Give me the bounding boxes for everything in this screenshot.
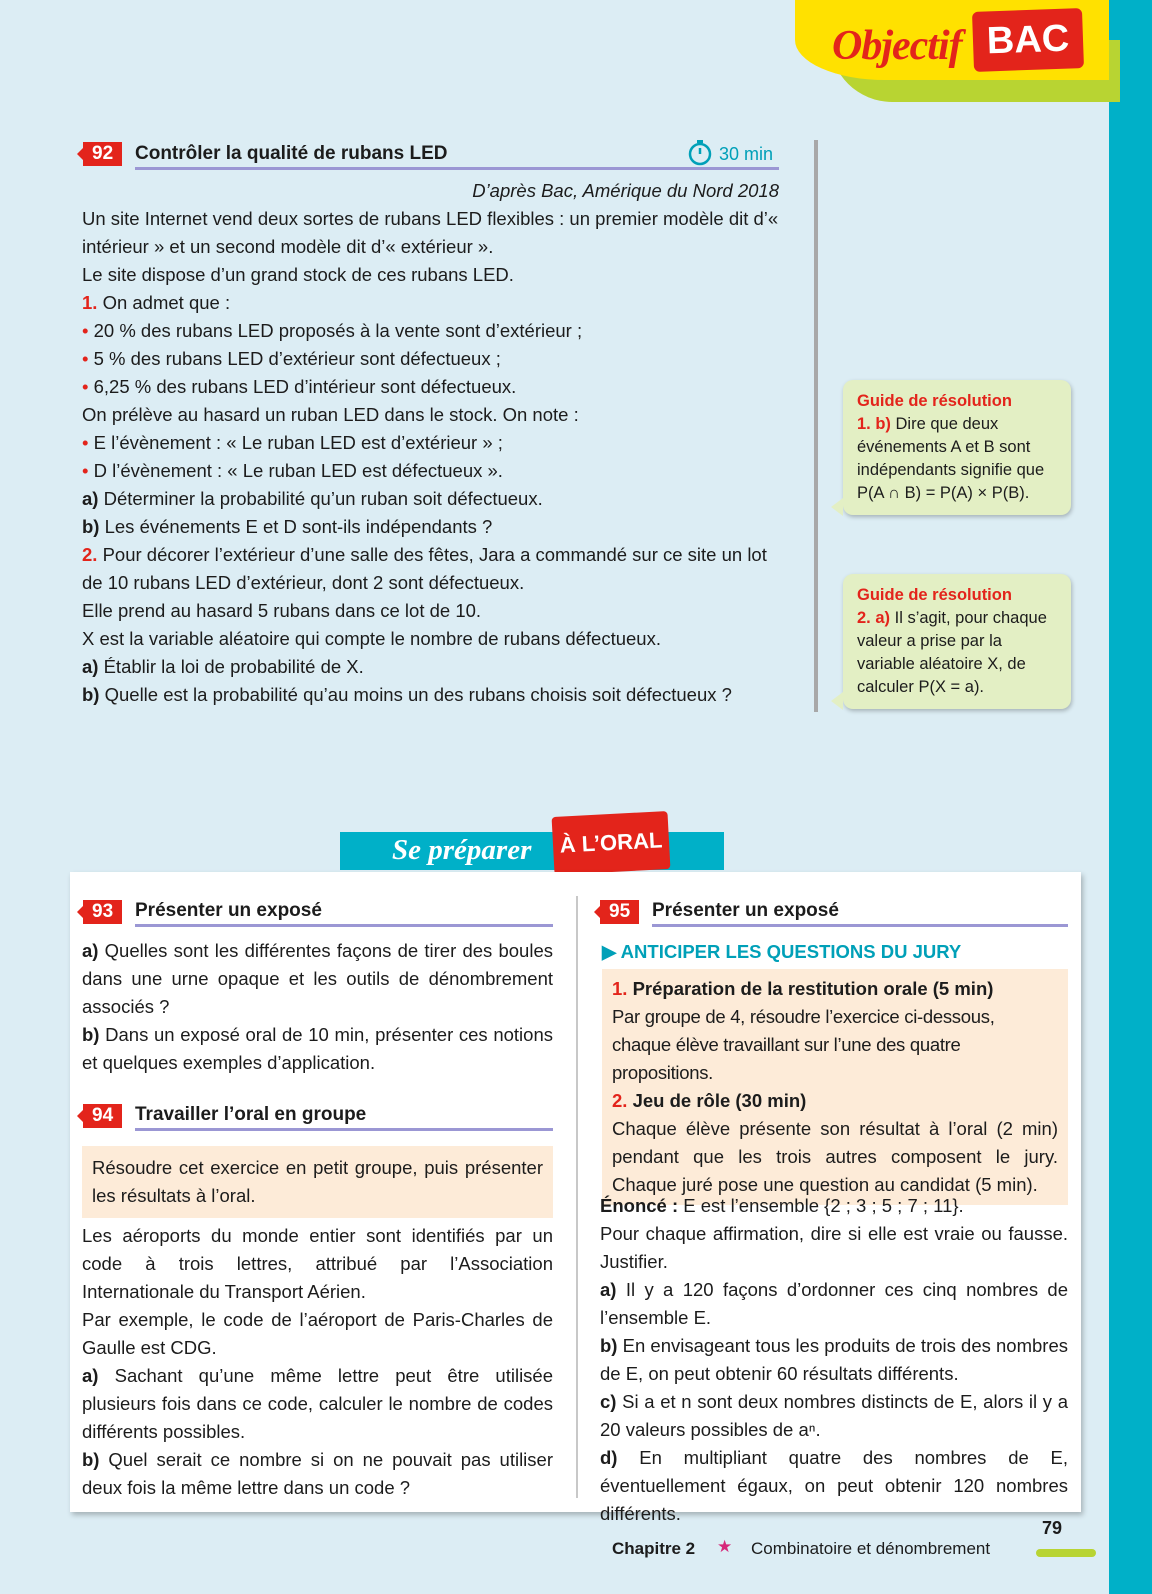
ex94-underline [135,1128,553,1131]
ex92-q2b: b) Quelle est la probabilité qu’au moins un des rubans choisis soit défectueux ? [82,684,732,705]
guide-box-2 [843,574,1071,709]
card-column-divider [576,896,578,1498]
ex92-intro1: Un site Internet vend deux sortes de rubans LED flexibles : un premier modèle dit d’« intérieur » et un second modèle dit d’« extérieur ». [82,208,779,257]
guide-formula: P(A ∩ B) = P(A) × P(B). [857,484,1030,502]
bullet-icon: • [82,320,89,341]
guide-text: Dire que deux événements A et B sont indépendants signifie que [857,415,1045,479]
ex92-q1b: b) Les événements E et D sont-ils indépendants ? [82,516,493,537]
bullet-icon: • [82,376,89,397]
ex92-bullet: • 20 % des rubans LED proposés à la vente sont d’extérieur ; [82,320,583,341]
ex92-source: D’après Bac, Amérique du Nord 2018 [472,180,779,201]
ex93-body: a) Quelles sont les différentes façons de tirer des boules dans une urne opaque et les outils de dénombrement associés ? b) Dans un exposé oral de 10 min, présenter ces notions et quelques exemples d’application. [82,940,553,1073]
ex94-title: Travailler l’oral en groupe [135,1104,367,1125]
ex94-number: 94 [83,1104,122,1128]
guide-text: Il s’agit, pour chaque valeur a prise par la variable aléatoire X, de calculer [857,609,1047,696]
banner-bac: BAC [972,8,1084,72]
side-color-bar [1109,0,1152,1594]
ex92-q1a: a) Déterminer la probabilité qu’un ruban soit défectueux. [82,488,543,509]
ex92-q2-line3: X est la variable aléatoire qui compte le nombre de rubans défectueux. [82,628,661,649]
ex94-instruction-box: Résoudre cet exercice en petit groupe, puis présenter les résultats à l’oral. [82,1146,553,1218]
footer-chapter: Chapitre 2 [612,1539,696,1558]
oral-header-badge: À L’ORAL [552,811,671,875]
ex92-intro2: Le site dispose d’un grand stock de ces rubans LED. [82,264,514,285]
guide-title: Guide de résolution [857,392,1012,410]
ex92-event: • D l’évènement : « Le ruban LED est défectueux ». [82,460,503,481]
bullet-icon: • [82,460,89,481]
ex92-duration: 30 min [719,144,774,164]
banner-objectif: Objectif [832,23,962,69]
ex92-q2a: a) Établir la loi de probabilité de X. [82,656,364,677]
ex92-q2: 2. Pour décorer l’extérieur d’une salle des fêtes, Jara a commandé sur ce site un lot de 10 rubans LED d’extérieur, dont 2 sont défectueux. [82,544,767,593]
ex95-steps-box: 1. Préparation de la restitution orale (5 min) Par groupe de 4, résoudre l’exercice ci-dessous, chaque élève travaillant sur l’une des quatre propositions. 2. Jeu de rôle (30 min) Chaque élève présente son résultat à l’oral (2 min) pendant que les trois autres composent le jury. Chaque juré pose une question au candidat (5 min). [602,969,1068,1205]
bullet-icon: • [82,348,89,369]
stopwatch-icon [688,140,712,166]
ex92-underline [135,167,779,170]
guide-box-1 [843,380,1071,515]
ex95-number: 95 [600,900,639,924]
footer-subject: Combinatoire et dénombrement [751,1539,991,1558]
ex93-underline [135,924,553,927]
ex92-q1: 1. On admet que : [82,292,231,313]
ex92-number: 92 [83,142,122,166]
page-number-stripe [1036,1549,1096,1557]
guide-formula: P(X = a). [918,678,985,696]
ex95-anticipate-heading: ▶ ANTICIPER LES QUESTIONS DU JURY [602,941,962,962]
ex93-number: 93 [83,900,122,924]
oral-header-title: Se préparer [392,834,532,866]
ex92-bullet: • 6,25 % des rubans LED d’intérieur sont défectueux. [82,376,517,397]
guide-ref: 2. a) [857,609,891,627]
ex92-draw: On prélève au hasard un ruban LED dans le stock. On note : [82,404,579,425]
guide-title: Guide de résolution [857,586,1012,604]
ex92-body [82,177,779,709]
ex95-body: Énoncé : E est l’ensemble {2 ; 3 ; 5 ; 7 ; 11}. Pour chaque affirmation, dire si elle est vraie ou fausse. Justifier. a) Il y a 120 façons d’ordonner ces cinq nombres de l’ensemble E. b) En envisageant tous les produits de trois des nombres de E, on peut obtenir 60 résultats différents. c) Si a et n sont deux nombres distincts de E, alors il y a 20 valeurs possibles de aⁿ. d) En multipliant quatre des nombres de E, éventuellement égaux, on peut obtenir 120 nombres différents. [600,1195,1069,1524]
page-number: 79 [1042,1518,1063,1538]
ex93-title: Présenter un exposé [135,900,322,921]
ex95-title: Présenter un exposé [652,900,839,921]
ex92-event: • E l’évènement : « Le ruban LED est d’extérieur » ; [82,432,503,453]
ex92-title: Contrôler la qualité de rubans LED [135,143,448,164]
guide-ref: 1. b) [857,415,891,433]
ex92-side-rule [814,140,818,712]
ex92-q2-line2: Elle prend au hasard 5 rubans dans ce lot de 10. [82,600,482,621]
footer-star-icon: ★ [717,1537,733,1556]
bullet-icon: • [82,432,89,453]
ex92-bullet: • 5 % des rubans LED d’extérieur sont défectueux ; [82,348,501,369]
ex95-underline [652,924,1068,927]
ex94-body: Les aéroports du monde entier sont identifiés par un code à trois lettres, attribué par l’Association Internationale du Transport Aérien. Par exemple, le code de l’aéroport de Paris-Charles de Gaulle est CDG. a) Sachant qu’une même lettre peut être utilisée plusieurs fois dans ce code, calculer le nombre de codes différents possibles. b) Quel serait ce nombre si on ne pouvait pas utiliser deux fois la même lettre dans un code ? [82,1225,554,1498]
